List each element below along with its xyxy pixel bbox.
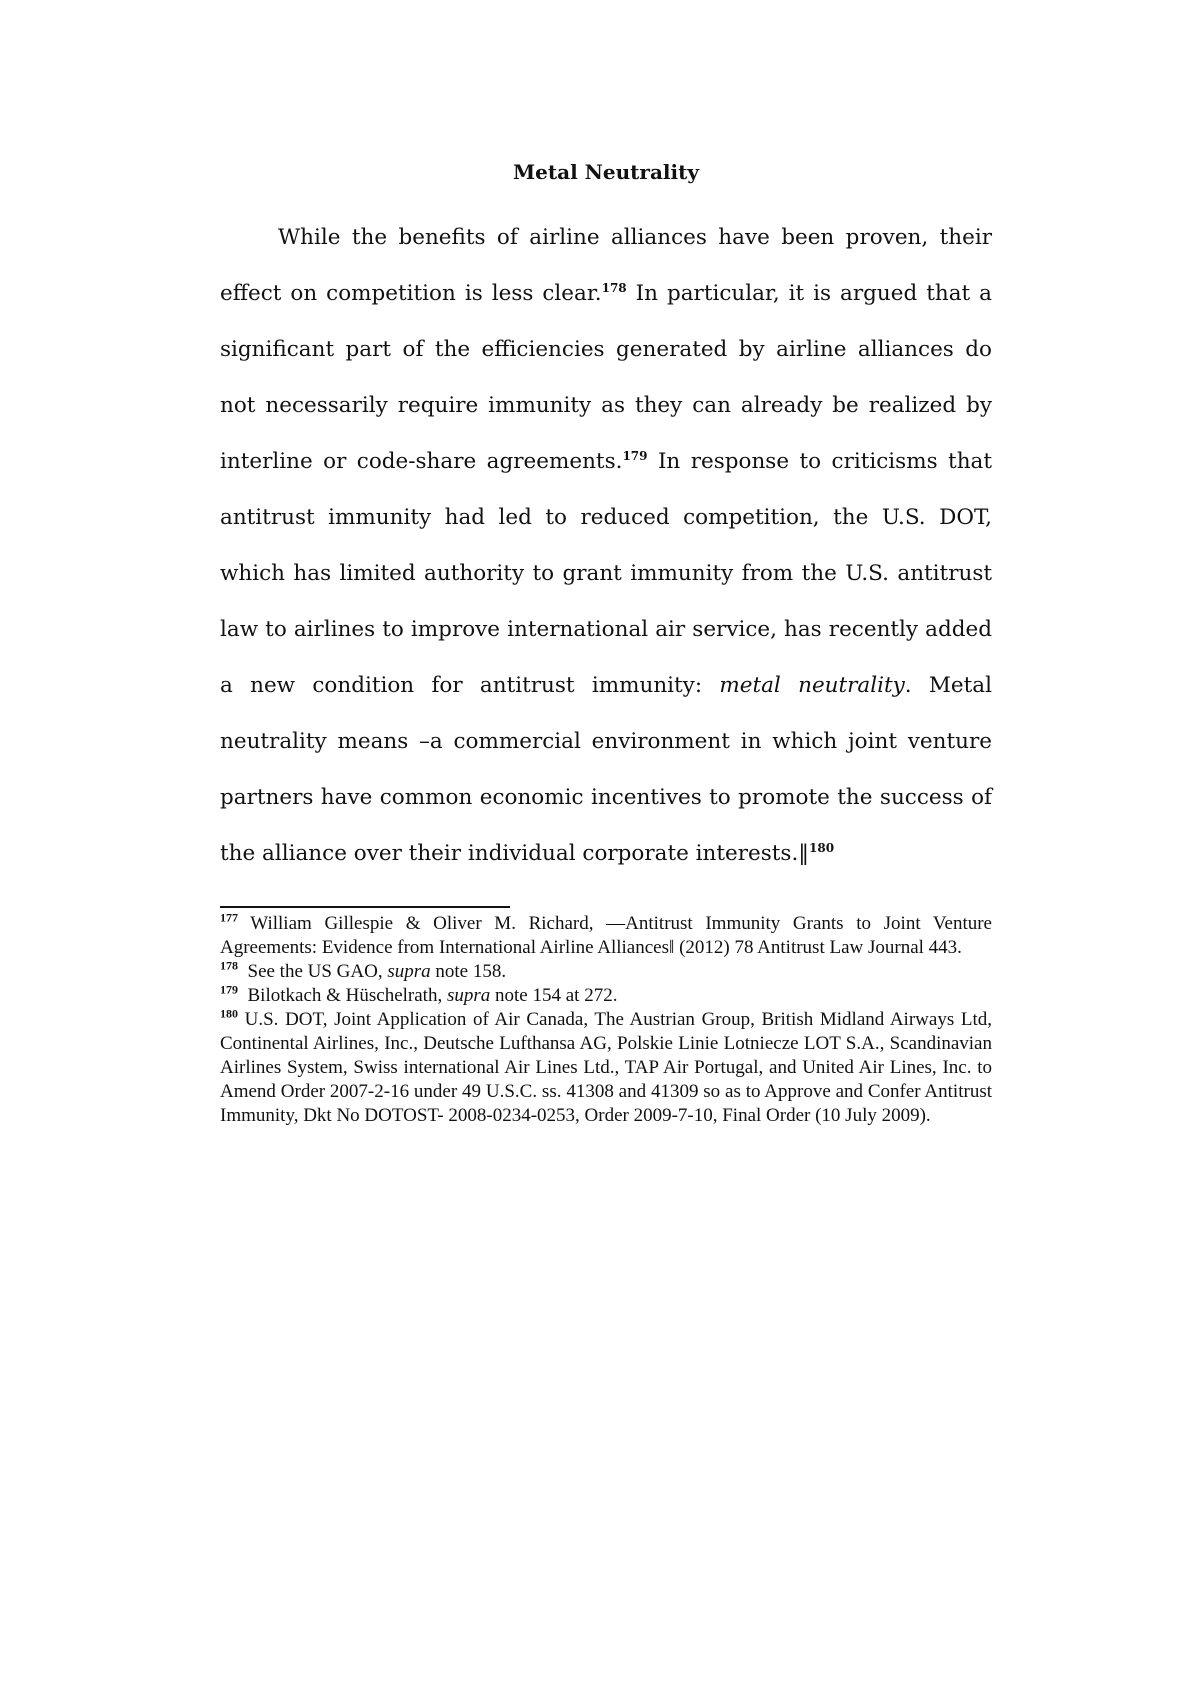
footnote-180 xyxy=(220,1008,992,1128)
footnote-text-pre: Bilotkach & Hüschelrath, xyxy=(238,985,447,1006)
footnote-supra: supra xyxy=(446,985,491,1006)
footnote-text-pre: See the US GAO, xyxy=(238,961,388,982)
footnote-supra: supra xyxy=(387,961,431,982)
body-paragraph xyxy=(220,210,992,882)
footnote-text-post: note 158. xyxy=(430,961,507,982)
footnote-text-post: note 154 at 272. xyxy=(490,985,618,1006)
body-text-part-2: In particular, it is argued that a significant part of the efficiencies generated by airline alliances do not necessarily require immunity as they can already be realized by interline or code-share agreements. xyxy=(220,281,992,474)
footnote-number: 179 xyxy=(220,982,238,997)
footnote-179 xyxy=(220,984,992,1008)
footnote-ref-178[interactable]: 178 xyxy=(601,280,627,295)
footnote-text: William Gillespie & Oliver M. Richard, —Antitrust Immunity Grants to Joint Venture Agreements: Evidence from International Airline Alliances‖ (2012) 78 Antitrust Law Journal 443. xyxy=(220,913,992,958)
body-text-part-4: . Metal neutrality means –a commercial environment in which joint venture partners have common economic incentives to promote the success of the alliance over their individual corporate interests.‖ xyxy=(220,673,992,866)
footnote-ref-180[interactable]: 180 xyxy=(809,840,835,855)
footnote-177 xyxy=(220,912,992,960)
footnote-number: 180 xyxy=(220,1006,238,1021)
body-text-part-3: In response to criticisms that antitrust immunity had led to reduced competition, the U.S. DOT, which has limited authority to grant immunity from the U.S. antitrust law to airlines to improve international air service, has recently added a new condition for antitrust immunity: xyxy=(220,449,992,698)
footnote-178 xyxy=(220,960,992,984)
footnote-text: U.S. DOT, Joint Application of Air Canada, The Austrian Group, British Midland Airways Ltd, Continental Airlines, Inc., Deutsche Lufthansa AG, Polskie Linie Lotniecze LOT S.A., Scandinavian Airlines System, Swiss international Air Lines Ltd., TAP Air Portugal, and United Air Lines, Inc. to Amend Order 2007-2-16 under 49 U.S.C. ss. 41308 and 41309 so as to Approve and Confer Antitrust Immunity, Dkt No DOTOST- 2008-0234-0253, Order 2009-7-10, Final Order (10 July 2009). xyxy=(220,1009,992,1126)
footnote-separator xyxy=(220,906,510,908)
section-heading: Metal Neutrality xyxy=(513,160,699,184)
footnote-ref-179[interactable]: 179 xyxy=(622,448,648,463)
metal-neutrality-term: metal neutrality xyxy=(719,673,905,698)
footnote-number: 177 xyxy=(220,910,238,925)
body-text-part-1: While the benefits of airline alliances have been proven, their effect on competition is less clear. xyxy=(220,225,992,306)
footnotes-section xyxy=(220,912,992,1128)
footnote-number: 178 xyxy=(220,958,238,973)
